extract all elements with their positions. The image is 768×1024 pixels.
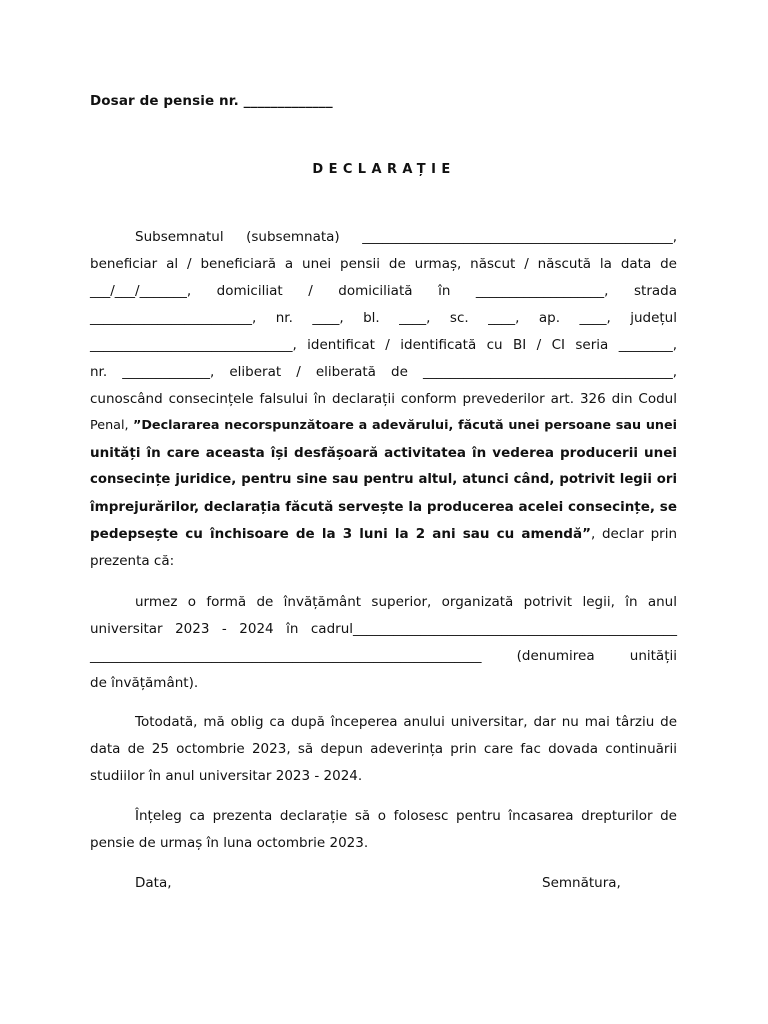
body-text: , declar prin (590, 526, 677, 542)
body-line: studiilor în anul universitar 2023 - 2024. (90, 768, 363, 784)
legal-quote-line (90, 499, 677, 515)
body-line (90, 526, 677, 542)
body-text: Penal, (90, 418, 133, 433)
body-line: ________________________, nr. ____, bl. ____, sc. ____, ap. ____, județul (90, 310, 677, 326)
legal-quote: consecințe juridice, pentru sine sau pentru altul, atunci când, potrivit legii ori (90, 472, 677, 487)
body-line: universitar 2023 - 2024 în cadrul________________________________________________ (90, 621, 677, 637)
body-line: __________________________________________________________ (denumirea unității (90, 648, 677, 664)
body-line: ___/___/_______, domiciliat / domiciliată în ___________________, strada (90, 283, 677, 299)
body-line: pensie de urmaș în luna octombrie 2023. (90, 835, 369, 851)
body-line: ______________________________, identificat / identificată cu BI / CI seria ________, (90, 337, 677, 353)
body-line: urmez o formă de învățământ superior, organizată potrivit legii, în anul (135, 594, 677, 610)
legal-quote: ”Declararea necorspunzătoare a adevărului, făcută unei persoane sau unei (132, 418, 677, 433)
body-line: nr. _____________, eliberat / eliberată de _____________________________________, (90, 364, 677, 380)
body-line: Totodată, mă oblig ca după începerea anului universitar, dar nu mai târziu de (135, 714, 677, 730)
date-label: Data, (135, 875, 172, 891)
dosar-number-line: Dosar de pensie nr. _____________ (90, 93, 333, 109)
legal-quote-line (90, 472, 677, 487)
body-line: de învățământ). (90, 675, 199, 691)
legal-quote: pedepsește cu închisoare de la 3 luni la 2 ani sau cu amendă” (90, 526, 591, 542)
signature-label: Semnătura, (542, 875, 621, 891)
legal-quote-line (90, 445, 677, 461)
body-line (90, 418, 677, 433)
document-title: DECLARAȚIE (312, 162, 456, 177)
body-line: Subsemnatul (subsemnata) ______________________________________________, (135, 229, 677, 245)
body-line: beneficiar al / beneficiară a unei pensii de urmaș, născut / născută la data de (90, 256, 677, 272)
legal-quote: împrejurărilor, declarația făcută servește la producerea acelei consecințe, se (90, 499, 677, 515)
body-line: prezenta că: (90, 553, 175, 569)
legal-quote: unități în care aceasta își desfășoară activitatea în vederea producerii unei (90, 445, 677, 461)
body-line: data de 25 octombrie 2023, să depun adeverința prin care fac dovada continuării (90, 741, 677, 757)
body-line: Înțeleg ca prezenta declarație să o folosesc pentru încasarea drepturilor de (135, 808, 677, 824)
body-line: cunoscând consecințele falsului în declarații conform prevederilor art. 326 din Codul (90, 391, 677, 407)
